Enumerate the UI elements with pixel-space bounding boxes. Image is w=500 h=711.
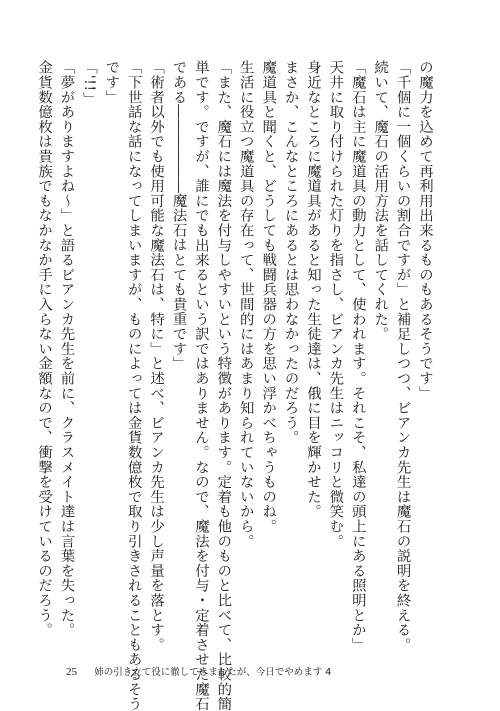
text-line: である――――――魔法石はとても貴重です」: [170, 60, 187, 371]
text-line: 生活に役立つ魔道具の存在って、世間的にはあまり知られていないから。: [237, 60, 254, 549]
running-title: 姉の引き立て役に徹してきましたが、今日でやめます 4: [94, 667, 332, 678]
text-line: 単です。ですが、誰にでも出来るという訳ではありません。なので、魔法を付与・定着させた魔石: [192, 60, 209, 711]
text-line: 「術者以外でも使用可能な魔法石は、特に」と述べ、ビアンカ先生は少し声量を落とす。: [148, 60, 165, 652]
text-line: 「千個に一個くらいの割合ですが」と補足しつつ、ビアンカ先生は魔石の説明を終える。: [394, 60, 411, 652]
text-line: 魔道具と聞くと、どうしても戦闘兵器の方を思い浮かべちゃうものね。: [260, 60, 277, 534]
text-line: 金貨数億枚は貴族でもなかなか手に入らない金額なので、衝撃を受けているのだろう。: [36, 60, 53, 638]
text-line: 身近なところに魔道具があると知った生徒達は、俄に目を輝かせた。: [304, 60, 321, 519]
text-line: 「夢がありますよね～」と語るビアンカ先生を前に、クラスメイト達は言葉を失った。: [58, 60, 75, 638]
text-line: です」: [103, 60, 120, 105]
text-line: まさか、こんなところにあるとは思わなかったのだろう。: [282, 60, 299, 445]
text-line: 「下世話な話になってしまいますが、ものによっては金貨数億枚で取り引きされることもあるそう: [125, 60, 142, 711]
page-footer: [66, 664, 331, 678]
text-line: の魔力を込めて再利用出来るものもあるそうです」: [417, 60, 433, 401]
text-line: 「また、魔石には魔法を付与しやすいという特徴があります。定着も他のものと比べて、比較的簡: [215, 60, 232, 711]
text-line: 天井に取り付けられた灯りを指さし、ビアンカ先生はニッコリと微笑む。: [327, 60, 344, 549]
text-line: 続いて、魔石の活用方法を話してくれた。: [372, 60, 389, 342]
text-line: 「'!!」: [80, 60, 97, 107]
page-number: 25: [66, 666, 77, 678]
text-line: 「魔石は主に魔道具の動力として、使われます。それこそ、私達の頭上にある照明とか」: [349, 60, 366, 652]
